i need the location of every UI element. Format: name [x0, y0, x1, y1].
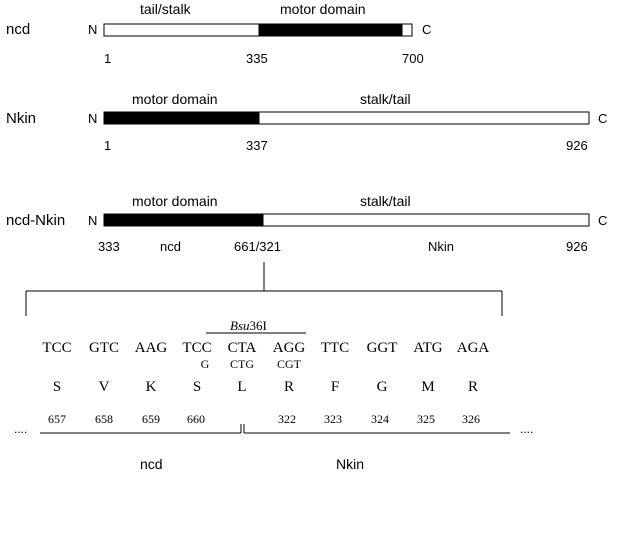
residue-number: 326 [462, 412, 480, 426]
c-terminal-segment [402, 24, 412, 36]
residue-number: 323 [324, 412, 342, 426]
motor-domain-region [259, 24, 402, 36]
amino-acid: R [467, 379, 479, 395]
stalk-tail-region [259, 112, 589, 124]
residue-number: 658 [95, 412, 113, 426]
codon: ATG [413, 340, 443, 356]
position-end: 926 [566, 138, 588, 153]
motor-domain-region [104, 112, 259, 124]
amino-acid: R [283, 379, 295, 395]
construct-name: ncd [6, 21, 31, 38]
position-junction: 335 [246, 51, 268, 66]
c-terminus-label: C [422, 22, 432, 37]
construct-nkin [6, 91, 607, 153]
zoom-bracket [26, 262, 502, 316]
position-start: 333 [98, 239, 120, 254]
n-terminus-label: N [88, 111, 98, 126]
codon: TTC [320, 340, 350, 356]
residue-number: 659 [142, 412, 160, 426]
region-label-stalk-tail: stalk/tail [360, 193, 411, 209]
c-terminus-label: C [598, 213, 608, 228]
codon: AAG [134, 340, 168, 356]
codon: AGG [272, 340, 306, 356]
residue-number: 657 [48, 412, 66, 426]
n-terminus-label: N [88, 213, 98, 228]
position-junction: 661/321 [234, 239, 281, 254]
codon: GGT [366, 340, 398, 356]
tail-stalk-region [104, 24, 259, 36]
residue-number: 324 [371, 412, 389, 426]
amino-acid: L [237, 379, 247, 395]
amino-acid: K [145, 379, 157, 395]
construct-name: ncd-Nkin [6, 212, 66, 229]
residue-number: 660 [187, 412, 205, 426]
segment-label-nkin: Nkin [336, 456, 365, 472]
mutation: CGT [277, 357, 301, 371]
codon: AGA [456, 340, 490, 356]
codon: TCC [42, 340, 72, 356]
amino-acid: G [376, 379, 388, 395]
mutation-row [201, 357, 302, 371]
stalk-tail-region [263, 214, 589, 226]
source-label-nkin: Nkin [428, 239, 455, 254]
source-label-ncd: ncd [160, 239, 181, 254]
residue-number-row [48, 412, 480, 426]
amino-acid: S [192, 379, 202, 395]
codon: GTC [89, 340, 119, 356]
n-terminus-label: N [88, 22, 98, 37]
construct-ncd-nkin [6, 193, 607, 254]
position-start: 1 [104, 51, 112, 66]
amino-acid: V [98, 379, 110, 395]
left-ellipsis: .... [14, 422, 28, 436]
junction-sequence [14, 318, 533, 472]
region-label-motor-domain: motor domain [132, 193, 218, 209]
mutation: G [200, 357, 210, 371]
residue-number: 322 [278, 412, 296, 426]
region-label-tail-stalk: tail/stalk [140, 1, 191, 17]
right-ellipsis: .... [520, 422, 534, 436]
restriction-site-label: Bsu36I [230, 318, 267, 333]
codon: CTA [227, 340, 257, 356]
position-end: 700 [402, 51, 424, 66]
segment-label-ncd: ncd [140, 456, 163, 472]
position-start: 1 [104, 138, 112, 153]
region-label-motor-domain: motor domain [132, 91, 218, 107]
mutation: CTG [230, 357, 254, 371]
codon-row [42, 340, 489, 356]
position-end: 926 [566, 239, 588, 254]
amino-acid: S [52, 379, 62, 395]
codon: TCC [182, 340, 212, 356]
construct-name: Nkin [6, 110, 37, 127]
amino-acid: F [330, 379, 340, 395]
c-terminus-label: C [598, 111, 608, 126]
region-label-stalk-tail: stalk/tail [360, 91, 411, 107]
motor-domain-region [104, 214, 263, 226]
residue-number: 325 [417, 412, 435, 426]
region-label-motor-domain: motor domain [280, 1, 366, 17]
position-junction: 337 [246, 138, 268, 153]
construct-ncd [6, 1, 431, 66]
amino-acid-row [53, 379, 478, 395]
amino-acid: M [421, 379, 435, 395]
